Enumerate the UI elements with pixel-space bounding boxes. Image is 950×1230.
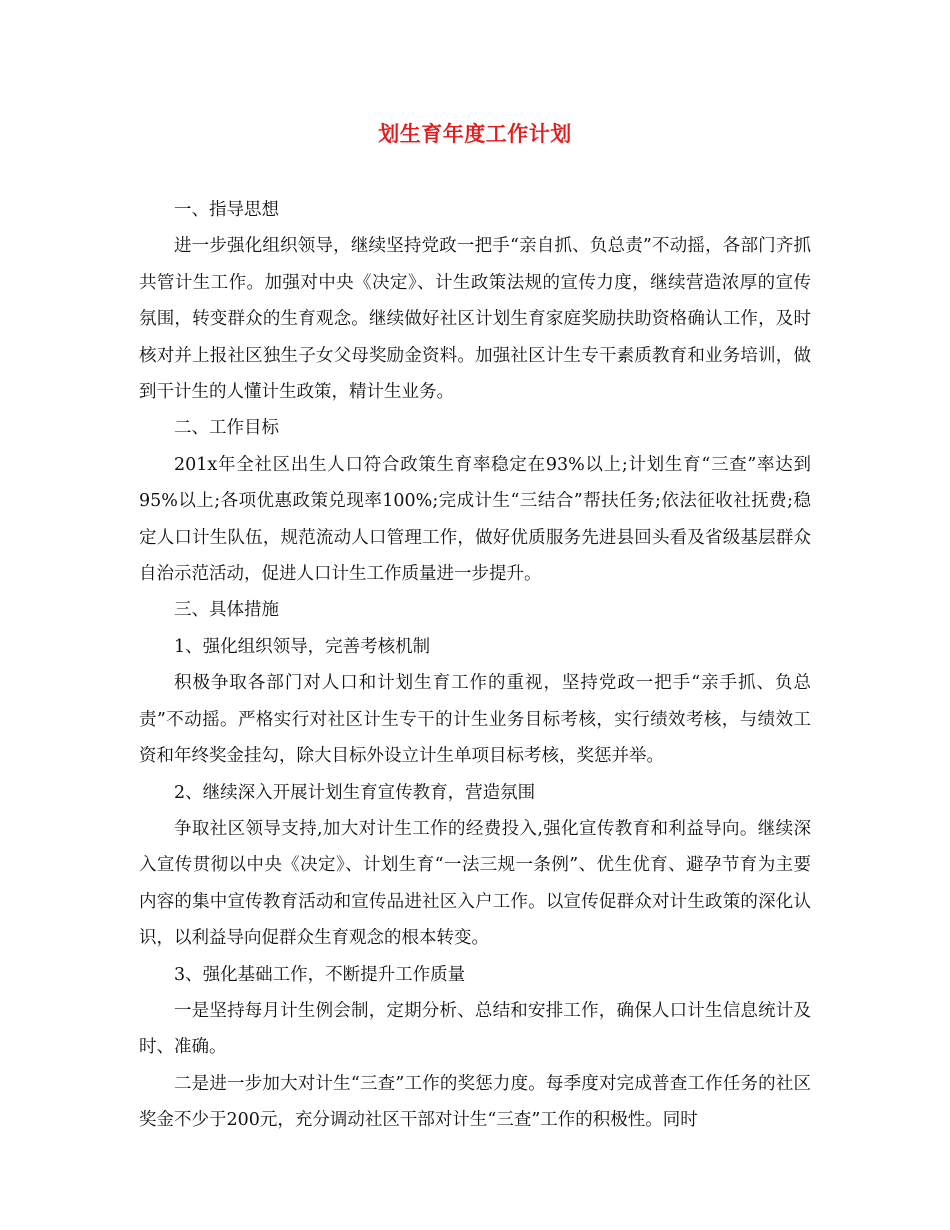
document-title: 划生育年度工作计划 (378, 121, 572, 146)
paragraph: 一是坚持每月计生例会制，定期分析、总结和安排工作，确保人口计生信息统计及时、准确。 (139, 1000, 811, 1058)
heading-specific-measures: 三、具体措施 (174, 600, 279, 621)
paragraph: 二是进一步加大对计生“三查”工作的奖惩力度。每季度对完成普查工作任务的社区奖金不少于200元，充分调动社区干部对计生“三查”工作的积极性。同时 (139, 1073, 811, 1131)
paragraph: 201x年全社区出生人口符合政策生育率稳定在93%以上;计划生育“三查”率达到95%以上;各项优惠政策兑现率100%;完成计生“三结合”帮扶任务;依法征收社抚费;稳定人口计生队伍，规范流动人口管理工作，做好优质服务先进县回头看及省级基层群众自治示范活动，促进人口计生工作质量进一步提升。 (139, 454, 811, 585)
subheading: 3、强化基础工作，不断提升工作质量 (174, 964, 466, 985)
document-body (139, 192, 811, 1139)
heading-guiding-ideology: 一、指导思想 (174, 200, 279, 220)
paragraph: 进一步强化组织领导，继续坚持党政一把手“亲自抓、负总责”不动摇，各部门齐抓共管计生工作。加强对中央《决定》、计生政策法规的宣传力度，继续营造浓厚的宣传氛围，转变群众的生育观念。继续做好社区计划生育家庭奖励扶助资格确认工作，及时核对并上报社区独生子女父母奖励金资料。加强社区计生专干素质教育和业务培训，做到干计生的人懂计生政策，精计生业务。 (139, 236, 811, 403)
heading-work-goals: 二、工作目标 (174, 418, 279, 439)
paragraph: 争取社区领导支持,加大对计生工作的经费投入,强化宣传教育和利益导向。继续深入宣传贯彻以中央《决定》、计划生育“一法三规一条例”、优生优育、避孕节育为主要内容的集中宣传教育活动和宣传品进社区入户工作。以宣传促群众对计生政策的深化认识，以利益导向促群众生育观念的根本转变。 (139, 818, 811, 949)
subheading: 2、继续深入开展计划生育宣传教育，营造氛围 (174, 782, 536, 803)
paragraph: 积极争取各部门对人口和计划生育工作的重视，坚持党政一把手“亲手抓、负总责”不动摇。严格实行对社区计生专干的计生业务目标考核，实行绩效考核，与绩效工资和年终奖金挂勾，除大目标外设立计生单项目标考核，奖惩并举。 (139, 673, 811, 767)
subheading: 1、强化组织领导，完善考核机制 (174, 636, 431, 657)
